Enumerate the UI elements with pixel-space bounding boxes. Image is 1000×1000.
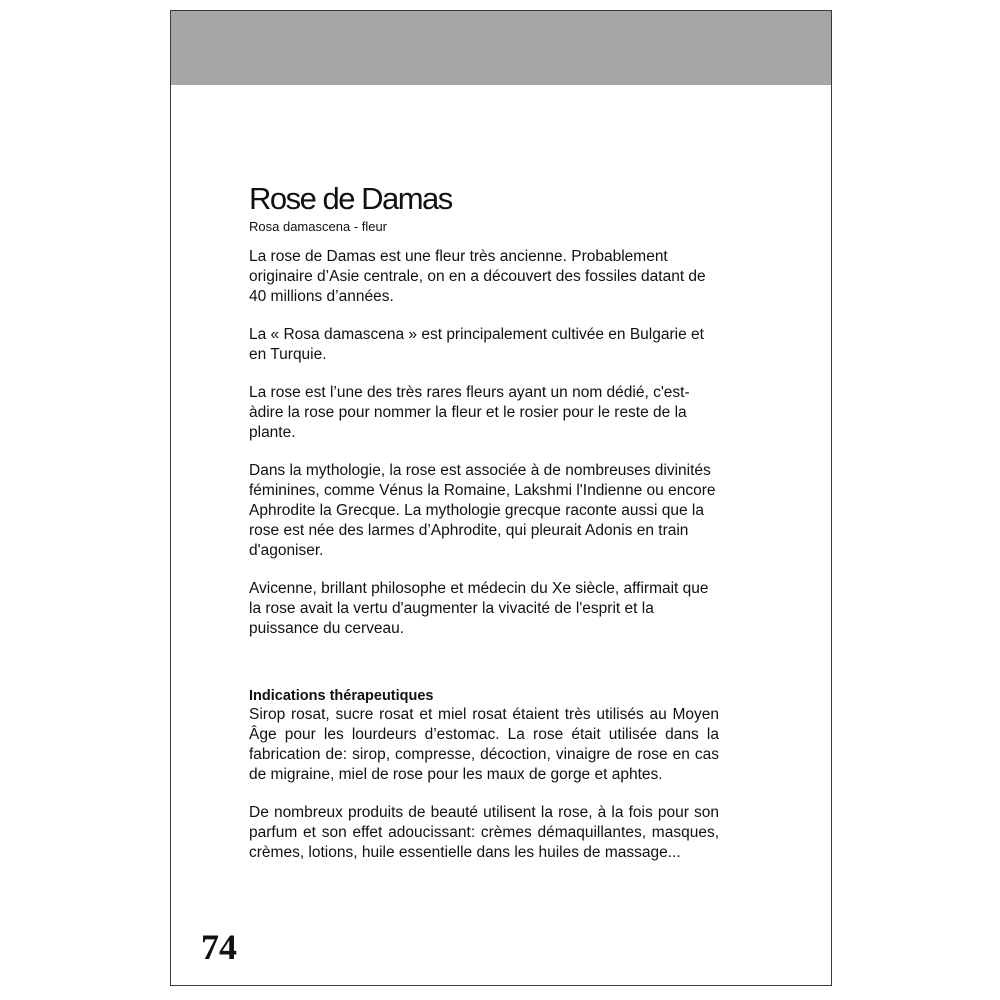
page-title: Rose de Damas — [249, 181, 452, 216]
paragraph-origin: La rose de Damas est une fleur très ancienne. Probablement originaire d’Asie centrale, on en a découvert des fossiles datant de 40 millions d’années. — [249, 248, 706, 305]
paragraph-cultivation: La « Rosa damascena » est principalement cultivée en Bulgarie et en Turquie. — [249, 326, 704, 363]
paragraph-avicenne: Avicenne, brillant philosophe et médecin du Xe siècle, affirmait que la rose avait la vertu d'augmenter la vivacité de l'esprit et la puissance du cerveau. — [249, 580, 709, 637]
book-page — [170, 10, 832, 986]
paragraph-beauty-products: De nombreux produits de beauté utilisent la rose, à la fois pour son parfum et son effet adoucissant: crèmes démaquillantes, masques, crèmes, lotions, huile essentielle dans les huiles de massage... — [249, 804, 719, 861]
page-number: 74 — [201, 927, 237, 967]
page-subtitle: Rosa damascena - fleur — [249, 219, 388, 234]
paragraph-therapeutic-uses: Sirop rosat, sucre rosat et miel rosat étaient très utilisés au Moyen Âge pour les lourdeurs d’estomac. La rose était utilisée dans la fabrication de: sirop, compresse, décoction, vinaigre de rose en cas de migraine, miel de rose pour les maux de gorge et aphtes. — [249, 706, 719, 783]
header-band — [171, 11, 831, 85]
section-heading: Indications thérapeutiques — [249, 688, 434, 704]
page-content — [249, 181, 719, 863]
paragraph-naming: La rose est l’une des très rares fleurs ayant un nom dédié, c'est-àdire la rose pour nommer la fleur et le rosier pour le reste de la plante. — [249, 384, 690, 441]
paragraph-mythology: Dans la mythologie, la rose est associée à de nombreuses divinités féminines, comme Vénus la Romaine, Lakshmi l'Indienne ou encore Aphrodite la Grecque. La mythologie grecque raconte aussi que la rose est née des larmes d’Aphrodite, qui pleurait Adonis en train d'agoniser. — [249, 462, 716, 559]
